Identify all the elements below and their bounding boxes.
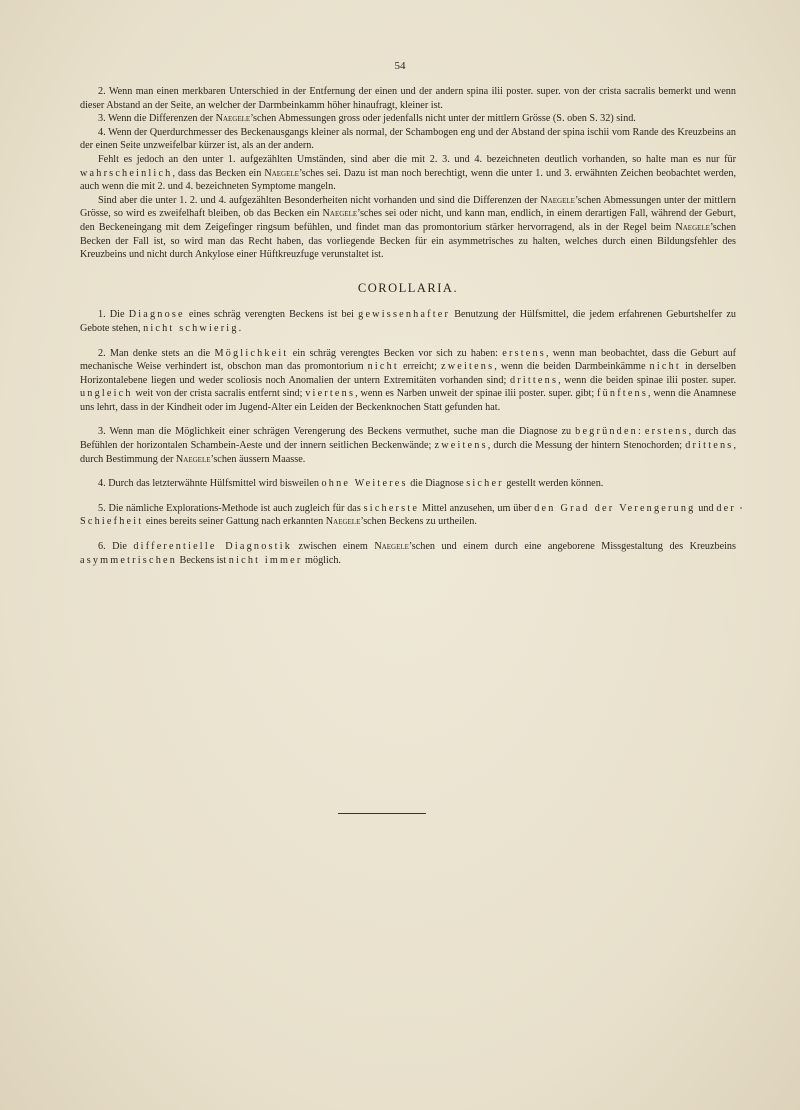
- paragraph-3: [80, 112, 736, 126]
- text-run: :: [637, 426, 645, 438]
- emphasis: Möglichkeit: [214, 347, 289, 359]
- text-run: , wenn die Anamnese uns lehrt, dass in der Kindheit oder im Jugend-Alter ein Leiden der Beckenknochen Statt gefunden hat.: [80, 388, 736, 413]
- text-run: Sind aber die unter 1. 2. und 4. aufgezählten Besonderheiten nicht vorhanden und sind die Differenzen der: [98, 194, 541, 206]
- text-run: 4. Durch das letzterwähnte Hülfsmittel wird bisweilen: [98, 478, 322, 490]
- text-run: 5. Die nämliche Explorations-Methode ist auch zugleich für das: [98, 502, 364, 514]
- emphasis: der Schiefheit: [80, 502, 736, 528]
- text-run: , durch das Befühlen der horizontalen Schambein-Aeste und der innern seitlichen Beckenwände;: [80, 426, 736, 452]
- text-run: gestellt werden können.: [503, 478, 604, 490]
- corollary-1: [80, 308, 736, 335]
- text-run: und: [695, 502, 717, 514]
- text-run: ’sches sei. Dazu ist man noch berechtigt, wenn die unter 1. und 3. erwähnten Zeichen beobachtet werden, auch wenn die mit 2. und 4. bezeichneten Symptome mangeln.: [80, 167, 737, 193]
- emphasis: Diagnose: [128, 309, 185, 321]
- emphasis: nicht schwierig: [143, 322, 239, 334]
- text-run: erreicht;: [398, 361, 442, 373]
- corollary-6: [80, 540, 736, 567]
- speck: [740, 507, 742, 509]
- emphasis: sicher: [466, 478, 504, 490]
- text-run: Beckens ist: [177, 554, 229, 566]
- text-run: ’schen Abmessungen unter der mittlern Grösse, so wird es zweifelhaft bleiben, ob das Becken ein: [80, 194, 736, 220]
- name-naegele: Naegele: [264, 167, 299, 179]
- name-naegele: Naegele: [175, 453, 211, 465]
- text-run: , dass das Becken ein: [172, 167, 265, 179]
- name-naegele: Naegele: [215, 113, 251, 125]
- emphasis: erstens: [502, 347, 546, 359]
- emphasis: den Grad der Verengerung: [534, 502, 696, 514]
- emphasis: nicht immer: [228, 554, 303, 566]
- closing-rule: [338, 813, 426, 814]
- text-run: ’schen äussern Maasse.: [210, 453, 306, 465]
- text-run: Mittel anzusehen, um über: [419, 502, 535, 514]
- emphasis: sicherste: [363, 502, 420, 514]
- text-run: , durch die Messung der hintern Stenochorden;: [487, 440, 686, 452]
- text-run: eines bereits seiner Gattung nach erkannten: [143, 516, 326, 528]
- text-run: , wenn die beiden Darmbeinkämme: [494, 361, 650, 373]
- corollary-2: [80, 347, 736, 415]
- emphasis: fünftens: [597, 388, 649, 400]
- name-naegele: Naegele: [325, 516, 361, 528]
- text-run: Benutzung der Hülfsmittel, die jedem erfahrenen Geburtshelfer zu Gebote stehen,: [80, 309, 736, 334]
- section-heading: COROLLARIA.: [357, 280, 459, 295]
- emphasis: drittens: [509, 374, 559, 386]
- name-naegele: Naegele: [374, 541, 409, 553]
- text-run: die Diagnose: [407, 478, 467, 490]
- text-run: 3. Wenn man die Möglichkeit einer schrägen Verengerung des Beckens vermuthet, suche man die Diagnose zu: [98, 426, 576, 438]
- name-naegele: Naegele: [675, 221, 710, 233]
- page-number: 54: [394, 60, 406, 72]
- emphasis: gewissenhafter: [358, 309, 451, 321]
- emphasis: zweitens: [434, 440, 488, 452]
- text-run: ’sches sei oder nicht, und kann man, endlich, in einem derartigen Fall, während der Geburt, den Beckeneingang mit dem Zeigefinger ringsum befühlen, und findet man das promontorium stärker hervorragend, als in der Regel beim: [80, 208, 737, 233]
- text-run: ’schen Abmessungen gross oder jedenfalls nicht unter der mittlern Grösse (S. oben S. 32) sind.: [250, 113, 636, 125]
- text-run: eines schräg verengten Beckens ist bei: [184, 309, 359, 321]
- emphasis: zweitens: [441, 361, 495, 373]
- emphasis: begründen: [575, 426, 638, 438]
- corollary-5: [80, 502, 736, 529]
- name-naegele: Naegele: [322, 208, 358, 220]
- paragraph-4: [80, 126, 736, 153]
- text-run: .: [238, 322, 242, 334]
- text-run: Fehlt es jedoch an den unter 1. aufgezählten Umständen, sind aber die mit 2. 3. und 4. bezeichneten deutlich vorhanden, so halte man es nur für: [98, 153, 736, 165]
- paragraph-2: [80, 85, 736, 112]
- text-run: , wenn man beobachtet, dass die Geburt auf mechanische Weise verhindert ist, obschon man das promontorium: [80, 347, 736, 373]
- text-run: ’schen und einem durch eine angeborene Missgestaltung des Kreuzbeins: [408, 541, 736, 553]
- corollary-3: [80, 425, 736, 466]
- body-text: [80, 85, 736, 567]
- emphasis: drittens: [685, 440, 734, 452]
- text-run: 6. Die: [98, 541, 134, 553]
- name-naegele: Naegele: [540, 194, 575, 206]
- emphasis: nicht: [367, 361, 399, 373]
- text-run: ’schen Beckens zu urtheilen.: [360, 516, 477, 528]
- emphasis: viertens: [305, 388, 356, 400]
- paragraph-5: [80, 153, 736, 194]
- paragraph-6: [80, 194, 736, 262]
- text-run: in derselben Horizontalebene liegen und weder scoliosis noch Anomalien der untern Extremitäten vorhanden sind;: [80, 361, 736, 386]
- emphasis: ohne Weiteres: [321, 478, 408, 490]
- emphasis: ungleich: [80, 388, 133, 400]
- text-run: 2. Wenn man einen merkbaren Unterschied in der Entfernung der einen und der andern spina ilii poster. super. von der crista sacralis bemerkt und wenn dieser Abstand an der Seite, an welcher der Darmbeinkamm höher hinaufragt, kleiner ist.: [80, 86, 736, 111]
- text-run: , wenn die beiden spinae ilii poster. super.: [558, 374, 736, 386]
- text-run: 3. Wenn die Differenzen der: [98, 113, 216, 125]
- emphasis: asymmetrischen: [80, 554, 177, 566]
- text-run: , durch Bestimmung der: [80, 440, 736, 465]
- corollary-4: [80, 477, 736, 491]
- text-run: ’schen Becken der Fall ist, so wird man das Recht haben, das vorliegende Becken für ein asymmetrisches zu halten, welches durch einen Bildungsfehler des Kreuzbeins und nicht durch Ankylose einer Hüftkreuzfuge verunstaltet ist.: [80, 221, 736, 261]
- emphasis: nicht: [649, 361, 681, 373]
- text-run: möglich.: [302, 554, 341, 566]
- text-run: 4. Wenn der Querdurchmesser des Beckenausgangs kleiner als normal, der Schambogen eng und der Abstand der spina ischii vom Rande des Kreuzbeins an der einen Seite unzweifelbar kürzer ist, als an der andern.: [80, 126, 736, 152]
- text-run: weit von der crista sacralis entfernt sind;: [132, 388, 306, 400]
- emphasis: differentielle Diagnostik: [133, 541, 293, 553]
- text-run: 1. Die: [98, 309, 129, 321]
- emphasis: wahrscheinlich: [80, 167, 173, 179]
- text-run: , wenn es Narben unweit der spinae ilii poster. super. gibt;: [355, 388, 598, 400]
- emphasis: erstens: [644, 426, 689, 438]
- text-run: zwischen einem: [292, 541, 375, 553]
- text-run: ein schräg verengtes Becken vor sich zu haben:: [288, 347, 503, 359]
- text-run: 2. Man denke stets an die: [98, 347, 215, 359]
